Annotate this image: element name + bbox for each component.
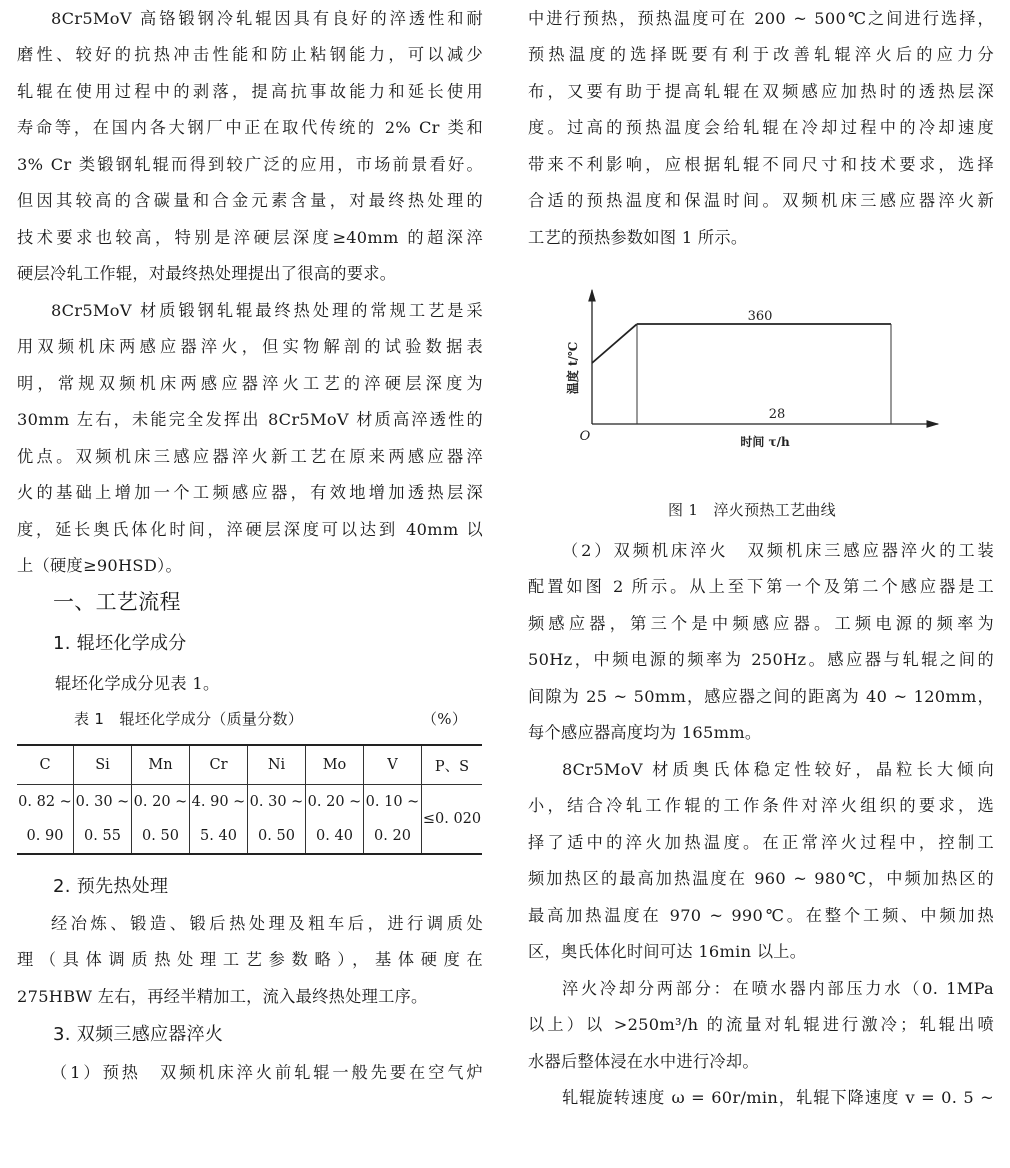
text-line: 布，又要有助于提高轧辊在双频感应加热时的透热层深 [528,82,994,101]
section-heading: 一、工艺流程 [53,590,181,614]
y-axis-label: 温度 t/℃ [566,341,580,395]
text-line: 淬火冷却分两部分：在喷水器内部压力水（0. 1MPa [562,979,994,998]
text-line: 优点。双频机床三感应器淬火新工艺在原来两感应器淬 [17,447,483,466]
text-line: 但因其较高的含碳量和合金元素含量，对最终热处理的 [17,191,483,210]
text-line: 每个感应器高度均为 165mm。 [528,723,762,742]
range-min: 0. 20 ~ [307,794,362,810]
hold-time-label: 28 [768,407,786,422]
table-header-cell: Si [74,745,132,785]
table-cell [132,785,190,855]
range-min: 0. 30 ~ [75,794,130,810]
hold-temperature-label: 360 [747,309,773,324]
heating-ramp-line [592,324,637,363]
text-line: 50Hz，中频电源的频率为 250Hz。感应器与轧辊之间的 [528,650,994,669]
table-header-cell: Ni [248,745,306,785]
table-header-cell: P、S [422,745,483,785]
text-line: 上（硬度≥90HSD）。 [17,556,182,575]
chemical-composition-table [17,744,482,855]
text-line: （1）预热 双频机床淬火前轧辊一般先要在空气炉 [51,1063,483,1082]
figure-preheat-curve [560,280,950,460]
text-line: 3% Cr 类锻钢轧辊而得到较广泛的应用，市场前景看好。 [17,155,483,174]
range-max: 0. 50 [142,828,179,844]
table-header-cell: Cr [190,745,248,785]
text-line: 辊坯化学成分见表 1。 [55,674,220,693]
range-min: 0. 30 ~ [249,794,304,810]
text-line: 小，结合冷轧工作辊的工作条件对淬火组织的要求，选 [528,796,994,815]
table-cell [364,785,422,855]
text-line: 频感应器，第三个是中频感应器。工频电源的频率为 [528,614,994,633]
text-line: 水器后整体浸在水中进行冷却。 [528,1052,759,1071]
text-line: 经冶炼、锻造、锻后热处理及粗车后，进行调质处 [51,914,483,933]
subsection-heading: 2. 预先热处理 [53,876,169,897]
text-line: 预热温度的选择既要有利于改善轧辊淬火后的应力分 [528,45,994,64]
range-min: 4. 90 ~ [191,794,246,810]
table-cell [74,785,132,855]
text-line: 8Cr5MoV 材质奥氏体稳定性较好，晶粒长大倾向 [562,760,994,779]
table-cell: ≤0. 020 [422,785,483,855]
table-row [17,785,482,855]
text-line: 技术要求也较高，特别是淬硬层深度≥40mm 的超深淬 [17,228,483,247]
text-line: 以上）以 >250m³/h 的流量对轧辊进行激冷；轧辊出喷 [528,1015,994,1034]
text-line: 频加热区的最高加热温度在 960 ~ 980℃，中频加热区的 [528,869,994,888]
table-header-cell: V [364,745,422,785]
table-cell [17,785,74,855]
range-max: 0. 55 [84,828,121,844]
range-max: 0. 90 [26,828,64,844]
text-line: 8Cr5MoV 高铬锻钢冷轧辊因具有良好的淬透性和耐 [51,9,483,28]
text-line: 度，延长奥氏体化时间，淬硬层深度可以达到 40mm 以 [17,520,483,539]
range-max: 5. 40 [200,828,237,844]
text-line: 磨性、较好的抗热冲击性能和防止粘钢能力，可以减少 [17,45,483,64]
table-cell [190,785,248,855]
text-line: 最高加热温度在 970 ~ 990℃。在整个工频、中频加热 [528,906,994,925]
text-line: 择了适中的淬火加热温度。在正常淬火过程中，控制工 [528,833,994,852]
text-line: （2）双频机床淬火 双频机床三感应器淬火的工装 [562,541,994,560]
x-axis-label: 时间 τ/h [740,435,790,449]
table-header-cell: Mn [132,745,190,785]
table-unit: （%） [422,710,468,728]
range-min: 0. 20 ~ [133,794,188,810]
text-line: 配置如图 2 所示。从上至下第一个及第二个感应器是工 [528,577,994,596]
text-line: 30mm 左右，未能完全发挥出 8Cr5MoV 材质高淬透性的 [17,410,483,429]
range-min: 0. 82 ~ [18,794,72,810]
range-max: 0. 40 [316,828,353,844]
text-line: 理（具体调质热处理工艺参数略），基体硬度在 [17,950,483,969]
range-max: 0. 20 [374,828,411,844]
text-line: 硬层冷轧工作辊，对最终热处理提出了很高的要求。 [17,264,397,283]
text-line: 带来不利影响，应根据轧辊不同尺寸和技术要求，选择 [528,155,994,174]
figure-caption: 图 1 淬火预热工艺曲线 [668,501,836,519]
table-header-row [17,745,482,785]
text-line: 工艺的预热参数如图 1 所示。 [528,228,748,247]
table-cell [306,785,364,855]
range-min: 0. 10 ~ [365,794,420,810]
subsection-heading: 3. 双频三感应器淬火 [53,1024,224,1045]
text-line: 275HBW 左右，再经半精加工，流入最终热处理工序。 [17,987,428,1006]
table-header-cell: C [17,745,74,785]
text-line: 度。过高的预热温度会给轧辊在冷却过程中的冷却速度 [528,118,994,137]
origin-label: O [579,429,591,444]
text-line: 轧辊旋转速度 ω = 60r/min，轧辊下降速度 v = 0. 5 ~ [562,1088,994,1107]
text-line: 轧辊在使用过程中的剥落，提高抗事故能力和延长使用 [17,82,483,101]
text-line: 明，常规双频机床两感应器淬火工艺的淬硬层深度为 [17,374,483,393]
text-line: 用双频机床两感应器淬火，但实物解剖的试验数据表 [17,337,483,356]
text-line: 区，奥氏体化时间可达 16min 以上。 [528,942,807,961]
text-line: 寿命等，在国内各大钢厂中正在取代传统的 2% Cr 类和 [17,118,483,137]
table-header-cell: Mo [306,745,364,785]
range-max: 0. 50 [258,828,295,844]
table-caption: 表 1 辊坯化学成分（质量分数） [74,710,304,728]
text-line: 8Cr5MoV 材质锻钢轧辊最终热处理的常规工艺是采 [51,301,483,320]
text-line: 合适的预热温度和保温时间。双频机床三感应器淬火新 [528,191,994,210]
text-line: 间隙为 25 ~ 50mm，感应器之间的距离为 40 ~ 120mm， [528,687,994,706]
text-line: 火的基础上增加一个工频感应器，有效地增加透热层深 [17,483,483,502]
table-cell [248,785,306,855]
subsection-heading: 1. 辊坯化学成分 [53,633,187,654]
text-line: 中进行预热，预热温度可在 200 ~ 500℃之间进行选择， [528,9,994,28]
